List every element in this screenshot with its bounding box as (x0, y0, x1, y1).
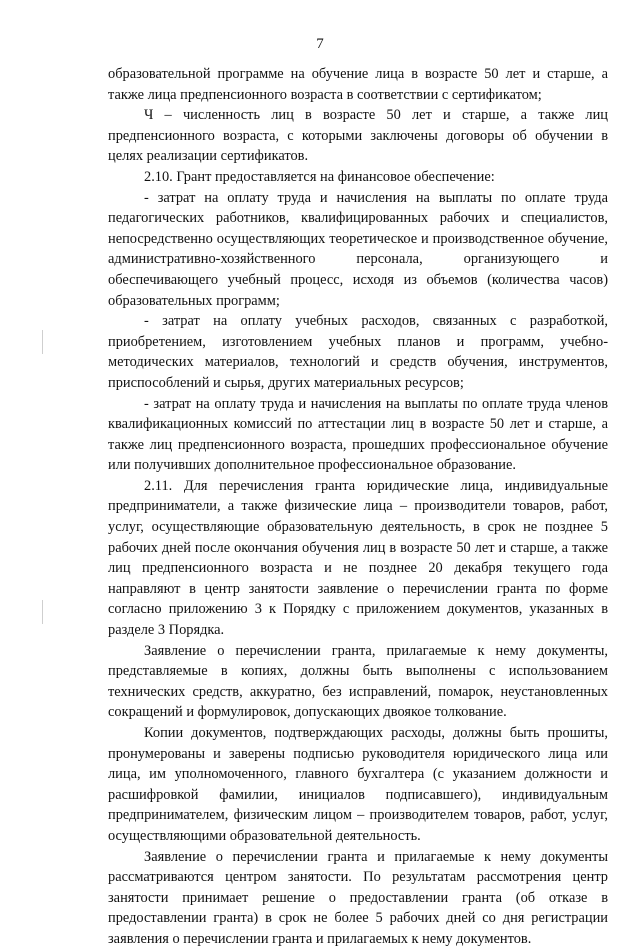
paragraph-application-requirements: Заявление о перечислении гранта, прилагаемые к нему документы, представляемые в копиях, должны быть выполнены с использованием технических средств, аккуратно, без исправлений, помарок, неустановленных сокращений и формулировок, допускающих двоякое толкование. (108, 642, 608, 721)
scan-artifact-mark (42, 600, 43, 624)
page-number: 7 (316, 36, 324, 52)
list-item-labor-costs: - затрат на оплату труда и начисления на выплаты по оплате труда педагогических работников, квалифицированных рабочих и специалистов, непосредственно осуществляющих теоретическое и производственное обучение, административно-хозяйственного персонала, организующего и обеспечивающего учебный процесс, исходя из объемов (количества часов) образовательных программ; (108, 189, 608, 309)
document-body (108, 64, 608, 950)
paragraph-2-11: 2.11. Для перечисления гранта юридические лица, индивидуальные предприниматели, а также физические лица – производители товаров, работ, услуг, осуществляющие образовательную деятельность, в срок не позднее 5 рабочих дней после окончания обучения лиц в возрасте 50 лет и старше, а также лиц предпенсионного возраста и не позднее 20 декабря текущего года направляют в центр занятости заявление о перечислении гранта по форме согласно приложению 3 к Порядку с приложением документов, указанных в разделе 3 Порядка. (108, 477, 608, 639)
paragraph-ch-definition: Ч – численность лиц в возрасте 50 лет и старше, а также лиц предпенсионного возраста, с которыми заключены договоры об обучении в целях реализации сертификатов. (108, 107, 608, 165)
paragraph-2-10: 2.10. Грант предоставляется на финансовое обеспечение: (144, 168, 495, 185)
list-item-commission-costs: - затрат на оплату труда и начисления на выплаты по оплате труда членов квалификационных комиссий по аттестации лиц в возрасте 50 лет и старше, а также лиц предпенсионного возраста, прошедших профессиональное обучение или получивших дополнительное профессиональное образование. (108, 395, 608, 474)
list-item-educational-expenses: - затрат на оплату учебных расходов, связанных с разработкой, приобретением, изготовлением учебных планов и программ, учебно-методических материалов, технологий и средств обучения, инструментов, приспособлений и сырья, других материальных ресурсов; (108, 313, 608, 391)
scan-artifact-mark (42, 330, 43, 354)
paragraph-review-decision: Заявление о перечислении гранта и прилагаемые к нему документы рассматриваются центром занятости. По результатам рассмотрения центр занятости принимает решение о предоставлении гранта (об отказе в предоставлении гранта) в срок не более 5 рабочих дней со дня регистрации заявления о перечислении гранта и прилагаемых к нему документов. (108, 848, 608, 947)
paragraph-continuation: образовательной программе на обучение лица в возрасте 50 лет и старше, а также лица предпенсионного возраста в соответствии с сертификатом; (108, 66, 608, 103)
paragraph-document-copies: Копии документов, подтверждающих расходы, должны быть прошиты, пронумерованы и заверены подписью руководителя юридического лица или лица, им уполномоченного, главного бухгалтера (с указанием должности и расшифровкой фамилии, инициалов подписавшего), индивидуальным предпринимателем, физическим лицом – производителем товаров, работ, услуг, осуществляющими образовательной деятельность. (108, 725, 608, 844)
